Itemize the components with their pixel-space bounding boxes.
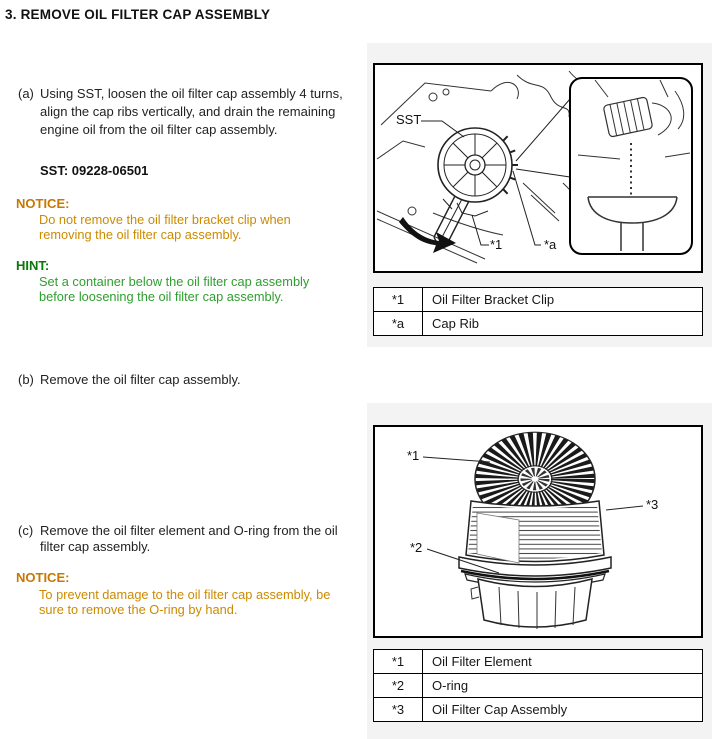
legend-row	[374, 650, 702, 673]
legend-value: Oil Filter Cap Assembly	[432, 702, 568, 717]
figure2-legend	[373, 649, 703, 722]
figure1-label-a: *a	[544, 237, 557, 252]
figure1-illustration	[373, 63, 703, 273]
hint-label: HINT:	[16, 258, 50, 273]
sst-spec: SST: 09228-06501	[40, 163, 149, 178]
hint-text: Set a container below the oil filter cap assembly before loosening the oil filter cap assembly.	[39, 274, 310, 304]
legend-value: O-ring	[432, 678, 469, 693]
legend-value: Oil Filter Element	[432, 654, 532, 669]
figure1-panel	[367, 43, 712, 347]
step-c	[18, 523, 354, 555]
notice2-text: To prevent damage to the oil filter cap assembly, be sure to remove the O-ring by hand.	[39, 587, 331, 617]
step-a	[18, 85, 352, 139]
step-a-marker: (a)	[18, 86, 34, 101]
step-a-text: Using SST, loosen the oil filter cap assembly 4 turns, align the cap ribs vertically, and drain the remaining engine oil from the oil filter cap assembly.	[40, 86, 343, 137]
legend-key: *2	[374, 674, 423, 697]
figure2-illustration	[373, 425, 703, 638]
figure2-label-1: *1	[407, 448, 420, 463]
notice2-label: NOTICE:	[16, 570, 70, 585]
step-b-text: Remove the oil filter cap assembly.	[40, 372, 241, 387]
legend-row	[374, 697, 702, 721]
figure1-legend	[373, 287, 703, 336]
legend-row	[374, 673, 702, 697]
notice1-label: NOTICE:	[16, 196, 70, 211]
figure2-panel	[367, 403, 712, 739]
legend-key: *1	[374, 650, 423, 673]
figure2-label-2: *2	[410, 540, 423, 555]
step-b	[18, 371, 355, 389]
step-c-marker: (c)	[18, 523, 34, 538]
page-title: 3. REMOVE OIL FILTER CAP ASSEMBLY	[5, 7, 271, 22]
figure1-drawing	[375, 65, 701, 271]
legend-value: Cap Rib	[432, 316, 479, 331]
legend-key: *1	[374, 288, 423, 311]
figure1-label-1: *1	[490, 237, 503, 252]
notice1-text: Do not remove the oil filter bracket clip when removing the oil filter cap assembly.	[39, 212, 291, 242]
legend-key: *a	[374, 312, 423, 335]
legend-row	[374, 288, 702, 311]
figure2-label-3: *3	[646, 497, 659, 512]
figure1-label-sst: SST	[396, 112, 422, 127]
legend-key: *3	[374, 698, 423, 721]
legend-row	[374, 311, 702, 335]
legend-value: Oil Filter Bracket Clip	[432, 292, 555, 307]
rotation-arrow-icon	[399, 217, 456, 253]
step-b-marker: (b)	[18, 372, 34, 387]
figure2-drawing	[375, 427, 701, 636]
step-c-text: Remove the oil filter element and O-ring from the oil filter cap assembly.	[40, 523, 338, 554]
